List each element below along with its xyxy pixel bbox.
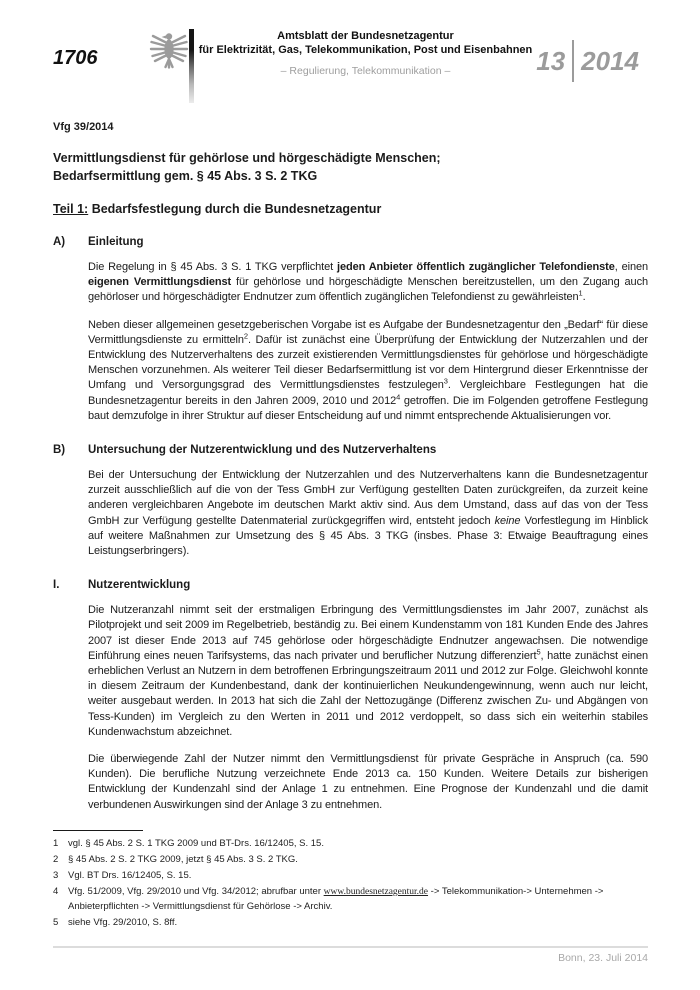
text-segment: Bei der Untersuchung der Entwicklung der Nutzerzahlen und des Nutzerverhaltens kann die Bundesnetzagentur zurzeit ausschließlich auf die von der Tess GmbH zur Verfügung gestellten Daten zurückgreifen, da zurzeit keine anderen vergleichbaren Angebote im deutschen Markt aktiv sind. Aus dem Umstand, dass auf das von der Tess GmbH zur Verfügung gestellte Datenmaterial zurückgegriffen wird, entsteht jedoch	[88, 469, 648, 527]
text-segment: Die Regelung in § 45 Abs. 3 S. 1 TKG verpflichtet	[88, 261, 337, 273]
footnote-text	[68, 885, 648, 913]
bundesnetzagentur-link[interactable]: www.bundesnetzagentur.de	[323, 887, 429, 897]
text-segment: . Dafür ist zunächst eine Überprüfung der Entwicklung der Nutzerzahlen und der Entwicklung des Nutzerverhaltens des zurzeit existierenden Vermittlungsdienstes für gehörlose und hörgeschädigte Menschen vorzunehmen. Als weiterer Teil dieser Bedarfsermittlung ist vor dem Hintergrund dieser Erkenntnisse der Umfang und Versorgungsgrad des Vermittlungsdienstes festzulegen	[88, 333, 648, 392]
document-title-line1: Vermittlungsdienst für gehörlose und hörgeschädigte Menschen;	[53, 151, 441, 165]
section-label: A)	[53, 236, 66, 248]
text-segment: siehe Vfg. 29/2010, S. 8ff.	[68, 916, 178, 928]
text-segment: für gehörlose und hörgeschädigte Menschen bereitzustellen, um den Zugang auch gehörloser und hörgeschädigter Endnutzer zum öffentlich zugänglichen Telefondienst zu gewährleisten	[88, 276, 648, 304]
footnote-number: 3	[53, 870, 59, 881]
page-header	[53, 0, 648, 106]
text-segment: , hatte zunächst einen erheblichen Verlust an Nutzern in dem betroffenen Erbringungszeitraum 2011 und 2012 zur Folge. Gleichwohl konnte in diesem Zeitraum der Kundenbestand, dank der kontinuierlichen Neukundengewinnung, wenn auch nur leicht, weiter ausgebaut werden. In 2013 hat sich die Zahl der Nettozugänge (Differenz zwischen Zu- und Abgängen von Tess-Kunden) im Vergleich zu den Werten in 2011 und 2012 verdoppelt, so dass sich ein weiterhin stabiles Kundenwachstum abzeichnet.	[88, 649, 649, 738]
document-title	[53, 150, 648, 185]
section-title: Nutzerentwicklung	[88, 579, 191, 592]
document-title-line2: Bedarfsermittlung gem. § 45 Abs. 3 S. 2 TKG	[53, 168, 318, 183]
footnote-text	[68, 853, 648, 867]
footnote	[53, 916, 648, 930]
text-segment: Neben dieser allgemeinen gesetzgeberischen Vorgabe ist es Aufgabe der Bundesnetzagentur den „Bedarf“ für diese Vermittlungsdienste zu ermitteln	[88, 318, 648, 346]
page-footer	[53, 946, 648, 964]
section-b-untersuchung	[53, 444, 648, 559]
footnote-text	[68, 869, 648, 883]
masthead	[181, 29, 550, 77]
part-heading-label: Teil 1:	[53, 202, 89, 216]
footnote-separator-rule	[53, 830, 143, 831]
part-heading	[53, 202, 648, 216]
text-segment: .	[582, 291, 586, 304]
text-segment: Vgl. BT Drs. 16/12405, S. 15.	[68, 870, 192, 881]
section-title: Untersuchung der Nutzerentwicklung und des Nutzerverhaltens	[88, 444, 437, 457]
footnote-number: 1	[53, 838, 59, 849]
issue-year: 2014	[581, 46, 639, 76]
part-heading-text: Bedarfsfestlegung durch die Bundesnetzagentur	[91, 202, 382, 216]
paragraph	[88, 318, 648, 424]
paragraph	[88, 260, 648, 306]
section-a-einleitung	[53, 236, 648, 424]
text-segment: . Vergleichbare Festlegungen hat die Bundesnetzagentur bereits in den Jahren 2009, 2010 und 2012	[88, 379, 648, 407]
footnote-number: 2	[53, 854, 59, 865]
footnotes	[53, 830, 648, 929]
document-body	[53, 106, 648, 813]
section-label: B)	[53, 444, 66, 457]
text-segment: Die Nutzeranzahl nimmt seit der erstmaligen Erbringung des Vermittlungsdienstes im Jahr 2007, zunächst als Pilotprojekt und seit 2009 im Regelbetrieb, beständig zu. Bei einem Kundenstamm von 181 Kunden Ende des Jahres 2007 ist dieser Ende 2013 auf 745 gehörlose oder hörgeschädigte Endnutzer angewachsen. Die notwendige Einführung eines neuen Tarifsystems, das nach privater und beruflicher Nutzung differenziert	[88, 604, 648, 662]
text-segment: 2	[243, 331, 248, 341]
text-segment: 3	[443, 376, 448, 386]
text-segment: Vorfestlegung im Hinblick auf weitere Maßnahmen zur Umsetzung des § 45 Abs. 3 TKG (insbes. Phase 3: Etwaige Beauftragung eines Leistungserbringers).	[88, 514, 648, 558]
masthead-title-line1: Amtsblatt der Bundesnetzagentur	[277, 30, 454, 42]
text-segment: , einen	[614, 261, 648, 273]
text-segment: getroffen. Die im Folgenden getroffene Festlegung baut demzufolge in ihrer Struktur auf dieser Entscheidung auf und nimmt entsprechende Aktualisierungen vor.	[88, 394, 649, 422]
footnote	[53, 853, 648, 867]
section-i-nutzerentwicklung	[53, 579, 648, 813]
footer-rule	[53, 946, 648, 948]
footer-place-date: Bonn, 23. Juli 2014	[558, 952, 648, 964]
text-segment: eigenen Vermittlungsdienst	[88, 276, 232, 289]
footnote-text	[68, 837, 648, 851]
text-segment: 4	[396, 391, 401, 401]
issue-number-block	[536, 40, 639, 82]
footnote-text	[68, 916, 648, 930]
footnote-number: 4	[53, 886, 59, 897]
section-title: Einleitung	[88, 236, 144, 248]
text-segment: Vfg. 51/2009, Vfg. 29/2010 und Vfg. 34/2012; abrufbar unter	[68, 886, 324, 897]
masthead-subtitle: – Regulierung, Telekommunikation –	[280, 65, 451, 77]
section-heading	[53, 579, 648, 591]
masthead-title-line2: für Elektrizität, Gas, Telekommunikation, Post und Eisenbahnen	[198, 44, 533, 56]
text-segment: -> Telekommunikation-> Unternehmen -> Anbieterpflichten -> Vermittlungsdienst für Gehörlose -> Archiv.	[68, 886, 604, 912]
issue-divider-line	[572, 40, 574, 82]
text-segment: Die überwiegende Zahl der Nutzer nimmt den Vermittlungsdienst für private Gespräche in Anspruch (ca. 590 Kunden). Die berufliche Nutzung verzeichnete Ende 2013 ca. 150 Kunden. Weitere Details zur bisherigen Entwicklung der Kundenzahl sind der Anlage 1 zu entnehmen. Eine Prognose der Kundenzahl und die damit verbundenen Auswirkungen sind der Anlage 3 zu entnehmen.	[88, 753, 648, 811]
section-label: I.	[53, 579, 60, 592]
paragraph	[88, 752, 648, 813]
page-number: 1706	[53, 47, 98, 69]
section-heading	[53, 236, 648, 248]
footnote	[53, 885, 648, 913]
paragraph	[88, 603, 648, 740]
text-segment: § 45 Abs. 2 S. 2 TKG 2009, jetzt § 45 Abs. 3 S. 2 TKG.	[68, 854, 298, 865]
text-segment: 1	[578, 288, 583, 298]
footnote	[53, 869, 648, 883]
section-heading	[53, 444, 648, 456]
paragraph	[88, 468, 648, 559]
text-segment: keine	[494, 514, 521, 527]
footnote-number: 5	[53, 916, 59, 928]
footnote	[53, 837, 648, 851]
text-segment: 5	[536, 647, 541, 657]
text-segment: vgl. § 45 Abs. 2 S. 1 TKG 2009 und BT-Drs. 16/12405, S. 15.	[68, 838, 324, 849]
page-bottom	[53, 830, 648, 990]
decree-reference: Vfg 39/2014	[53, 121, 114, 133]
text-segment: jeden Anbieter öffentlich zugänglicher Telefondienste	[337, 261, 615, 273]
issue-number: 13	[536, 46, 566, 76]
